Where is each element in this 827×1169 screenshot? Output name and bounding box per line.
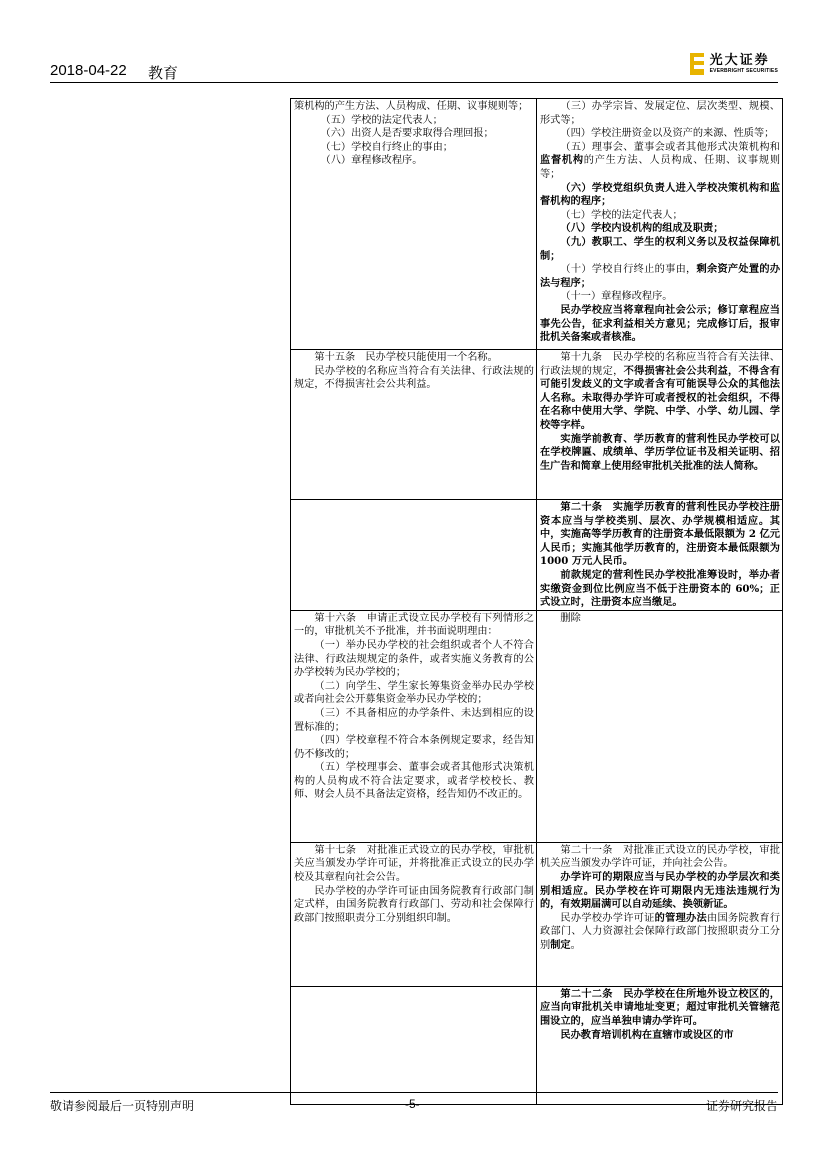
provision-paragraph xyxy=(294,351,534,365)
provision-paragraph xyxy=(540,871,780,912)
plain-text: 第十九条 民办学校的名称应当符合有关法律、行政法规的规定， xyxy=(540,352,780,377)
company-logo xyxy=(690,49,778,79)
provision-paragraph xyxy=(540,433,780,474)
plain-text: （八）章程修改程序。 xyxy=(320,155,423,167)
page-number: -5- xyxy=(405,1097,420,1111)
footer-report-type: 证券研究报告 xyxy=(705,1099,778,1113)
plain-text: 由国务院教育行政部门、人力资源社会保障行政部门按照职责分工分别 xyxy=(540,912,781,951)
bold-text: 第二十条 实施学历教育的营利性民办学校注册资本应当与学校类别、层次、办学规模相适应。其中，实施高等学历教育的注册资本最低限额为 2 亿元人民币；实施其他学历教育的，注册资本最低限额为 1000 万元人民币。 xyxy=(540,501,780,568)
plain-text: （三）不具备相应的办学条件、未达到相应的设置标准的； xyxy=(294,707,534,733)
provision-paragraph xyxy=(540,209,780,223)
provision-paragraph xyxy=(294,761,534,802)
provision-paragraph xyxy=(540,569,780,610)
bold-text: 前款规定的营利性民办学校批准筹设时，举办者实缴资金到位比例应当不低于注册资本的 60%；正式设立时，注册资本应当缴足。 xyxy=(540,568,780,609)
plain-text: （十一）章程修改程序。 xyxy=(560,291,673,303)
provision-paragraph xyxy=(540,612,780,626)
plain-text: 民办学校的办学许可证由国务院教育行政部门制定式样，由国务院教育行政部门、劳动和社会保障行政部门按照职责分工分别组织印制。 xyxy=(294,885,534,924)
report-sector: 教育 xyxy=(148,65,179,82)
table-row xyxy=(291,842,783,986)
plain-text: （十）学校自行终止的事由， xyxy=(560,264,697,276)
logo-chinese-name: 光大证券 xyxy=(709,53,770,68)
plain-text: 的产生方法、人员构成、任期、议事规则等； xyxy=(540,155,781,180)
bold-text: 不得损害社会公共利益，不得含有可能引发歧义的文字或者含有可能误导公众的其他法人名称。未取得办学许可或者授权的社会组织，不得在名称中使用大学、学院、中学、小学、幼儿园、学校等字样。 xyxy=(540,364,781,431)
provision-paragraph xyxy=(540,290,780,304)
provision-paragraph xyxy=(540,100,780,127)
provision-paragraph xyxy=(540,141,780,182)
provision-paragraph xyxy=(294,885,534,926)
provision-paragraph xyxy=(294,141,534,155)
report-date: 2018-04-22 xyxy=(50,62,127,79)
plain-text: 。 xyxy=(570,939,581,951)
left-cell xyxy=(291,610,537,842)
bold-text: 制定 xyxy=(550,938,571,951)
plain-text: 删除 xyxy=(560,612,581,624)
provision-paragraph xyxy=(294,680,534,707)
table-row xyxy=(291,500,783,611)
comparison-table xyxy=(290,98,783,1105)
plain-text: （五）学校的法定代表人； xyxy=(320,114,443,126)
plain-text: （六）出资人是否要求取得合理回报； xyxy=(320,128,494,140)
plain-text: 民办学校的名称应当符合有关法律、行政法规的规定，不得损害社会公共利益。 xyxy=(294,365,534,391)
provision-paragraph xyxy=(294,612,534,639)
plain-text: 第二十一条 对批准正式设立的民办学校，审批机关应当颁发办学许可证，并向社会公告。 xyxy=(540,844,780,870)
logo-mark-icon xyxy=(690,53,704,75)
provision-paragraph xyxy=(540,222,780,236)
plain-text: 策机构的产生方法、人员构成、任期、议事规则等； xyxy=(294,101,529,112)
provision-paragraph xyxy=(540,351,780,433)
logo-english-name: EVERBRIGHT SECURITIES xyxy=(709,68,778,74)
right-cell xyxy=(537,986,783,1104)
plain-text: （七）学校自行终止的事由； xyxy=(320,141,453,153)
plain-text: （四）学校注册资金以及资产的来源、性质等； xyxy=(560,128,775,140)
table-row xyxy=(291,350,783,500)
left-cell xyxy=(291,99,537,350)
plain-text: 第十七条 对批准正式设立的民办学校，审批机关应当颁发办学许可证，并将批准正式设立的民办学校及其章程向社会公告。 xyxy=(294,844,534,883)
bold-text: （八）学校内设机构的组成及职责； xyxy=(560,222,724,235)
provision-paragraph xyxy=(540,844,780,871)
plain-text: 民办学校办学许可证 xyxy=(560,912,655,924)
bold-text: 民办学校应当将章程向社会公示；修订章程应当事先公告，征求利益相关方意见；完成修订后，报审批机关备案或者核准。 xyxy=(540,303,780,344)
plain-text: （七）学校的法定代表人； xyxy=(560,209,683,221)
plain-text: （一）举办民办学校的社会组织或者个人不符合法律、行政法规规定的条件，或者实施义务教育的公办学校转为民办学校的； xyxy=(294,639,534,679)
provision-paragraph xyxy=(540,988,780,1029)
provision-paragraph xyxy=(540,501,780,569)
provision-paragraph xyxy=(294,734,534,761)
provision-paragraph xyxy=(294,114,534,128)
table-row xyxy=(291,986,783,1104)
bold-text: 监督机构 xyxy=(540,154,584,167)
provision-paragraph xyxy=(540,304,780,345)
provision-paragraph xyxy=(294,365,534,392)
bold-text: （六）学校党组织负责人进入学校决策机构和监督机构的程序； xyxy=(540,181,780,208)
left-cell xyxy=(291,500,537,611)
provision-paragraph xyxy=(294,707,534,734)
header-rule xyxy=(50,82,778,83)
right-cell xyxy=(537,610,783,842)
plain-text: （四）学校章程不符合本条例规定要求，经告知仍不修改的； xyxy=(294,735,534,760)
provision-paragraph xyxy=(540,182,780,209)
provision-paragraph xyxy=(540,127,780,141)
plain-text: （三）办学宗旨、发展定位、层次类型、规模、形式等； xyxy=(540,101,780,126)
provision-paragraph xyxy=(294,844,534,885)
provision-paragraph xyxy=(540,912,780,953)
provision-paragraph xyxy=(540,263,780,290)
bold-text: 民办教育培训机构在直辖市或设区的市 xyxy=(560,1028,734,1041)
right-cell xyxy=(537,842,783,986)
right-cell xyxy=(537,99,783,350)
provision-paragraph xyxy=(540,236,780,263)
plain-text: （五）理事会、董事会或者其他形式决策机构和 xyxy=(560,141,780,153)
left-cell xyxy=(291,842,537,986)
right-cell xyxy=(537,500,783,611)
right-cell xyxy=(537,350,783,500)
bold-text: 第二十二条 民办学校在住所地外设立校区的，应当向审批机关申请地址变更；超过审批机关管辖范围设立的，应当单独申请办学许可。 xyxy=(540,987,780,1027)
bold-text: 的管理办法 xyxy=(654,911,707,924)
plain-text: 第十六条 申请正式设立民办学校有下列情形之一的，审批机关不予批准，并书面说明理由： xyxy=(294,612,534,638)
provision-paragraph xyxy=(294,127,534,141)
provision-paragraph xyxy=(294,100,534,114)
bold-text: （九）教职工、学生的权利义务以及权益保障机制； xyxy=(540,235,780,262)
provision-paragraph xyxy=(294,154,534,168)
left-cell xyxy=(291,986,537,1104)
plain-text: 第十五条 民办学校只能使用一个名称。 xyxy=(314,352,498,363)
provision-paragraph xyxy=(540,1029,780,1043)
left-cell xyxy=(291,350,537,500)
bold-text: 实施学前教育、学历教育的营利性民办学校可以在学校牌匾、成绩单、学历学位证书及相关证明、招生广告和简章上使用经审批机关批准的法人简称。 xyxy=(540,432,780,472)
provision-paragraph xyxy=(294,639,534,680)
bold-text: 办学许可的期限应当与民办学校的办学层次和类别相适应。民办学校在许可期限内无违法违规行为的，有效期届满可以自动延续、换领新证。 xyxy=(540,870,780,911)
footer-disclaimer: 敬请参阅最后一页特别声明 xyxy=(50,1099,195,1113)
bold-text: 剩余资产处置的办法与程序； xyxy=(540,263,781,289)
table-row xyxy=(291,610,783,842)
plain-text: （五）学校理事会、董事会或者其他形式决策机构的人员构成不符合法定要求，或者学校校长、教师、财会人员不具备法定资格，经告知仍不改正的。 xyxy=(294,762,534,801)
table-row xyxy=(291,99,783,350)
page-header xyxy=(50,53,778,82)
footer-rule xyxy=(50,1092,778,1093)
plain-text: （二）向学生、学生家长筹集资金举办民办学校或者向社会公开募集资金举办民办学校的； xyxy=(294,680,534,706)
